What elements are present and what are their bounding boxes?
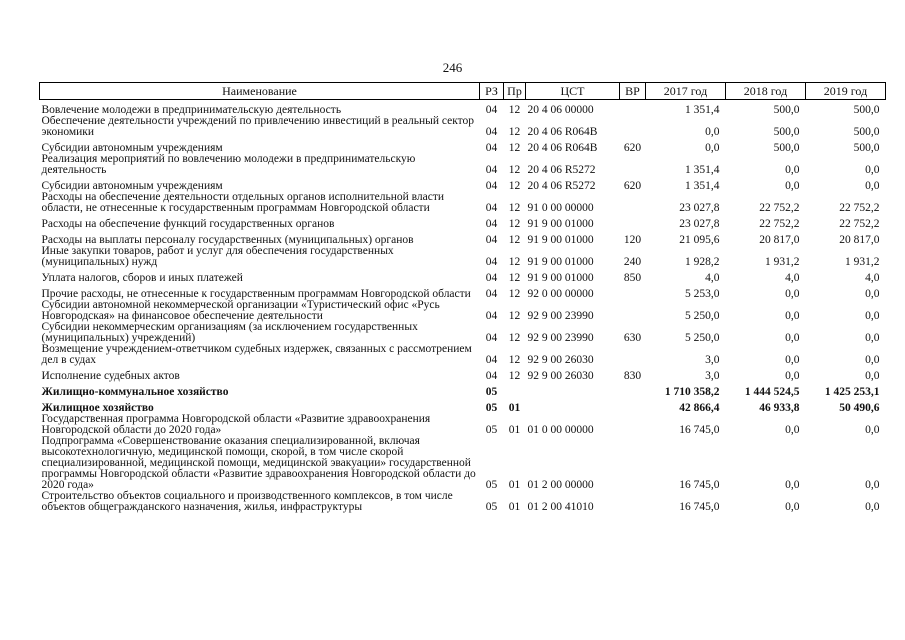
row-value-2018: 500,0 — [773, 103, 800, 116]
row-pr: 12 — [508, 331, 521, 344]
row-value-2018: 0,0 — [785, 309, 800, 322]
table-row — [40, 322, 886, 344]
row-rz: 04 — [485, 353, 498, 366]
budget-table — [39, 82, 886, 513]
row-cst — [526, 382, 620, 398]
row-vr — [620, 414, 646, 436]
row-value-2018: 0,0 — [785, 369, 800, 382]
row-vr — [620, 100, 646, 116]
row-cst — [526, 398, 620, 414]
row-cst: 01 2 00 41010 — [527, 500, 594, 513]
table-row — [40, 192, 886, 214]
row-value-2019: 22 752,2 — [839, 217, 880, 230]
row-name: Обеспечение деятельности учреждений по привлечению инвестиций в реальный сектор экономики — [41, 114, 475, 138]
row-pr: 12 — [508, 141, 521, 154]
row-name: Исполнение судебных актов — [41, 369, 180, 382]
row-value-2018: 22 752,2 — [759, 217, 800, 230]
row-value-2017: 4,0 — [705, 271, 720, 284]
row-value-2019: 4,0 — [865, 271, 880, 284]
row-value-2017: 3,0 — [705, 369, 720, 382]
row-name: Строительство объектов социального и производственного комплексов, в том числе объектов общегражданского назначения, жилья, инфраструктуры — [41, 489, 453, 513]
row-pr: 12 — [508, 125, 521, 138]
row-name: Субсидии автономным учреждениям — [41, 141, 223, 154]
row-rz: 05 — [485, 385, 498, 398]
row-rz: 05 — [485, 401, 498, 414]
table-row — [40, 344, 886, 366]
row-name: Прочие расходы, не отнесенные к государственным программам Новгородской области — [41, 287, 471, 300]
row-value-2017: 1 351,4 — [685, 103, 720, 116]
row-vr — [620, 382, 646, 398]
row-vr — [620, 436, 646, 491]
row-value-2019: 0,0 — [865, 423, 880, 436]
row-pr: 12 — [508, 103, 521, 116]
table-row — [40, 414, 886, 436]
row-pr: 12 — [508, 201, 521, 214]
row-cst: 92 9 00 23990 — [527, 309, 594, 322]
table-header-row — [40, 83, 886, 100]
row-value-2018: 46 933,8 — [759, 401, 800, 414]
row-pr: 12 — [508, 287, 521, 300]
table-row — [40, 116, 886, 138]
row-vr — [620, 300, 646, 322]
row-rz: 04 — [485, 369, 498, 382]
row-name: Субсидии некоммерческим организациям (за исключением государственных (муниципальных) учреждений) — [41, 320, 418, 344]
row-pr: 01 — [508, 478, 521, 491]
row-rz: 04 — [485, 141, 498, 154]
row-cst: 92 9 00 26030 — [527, 353, 594, 366]
row-value-2017: 5 253,0 — [685, 287, 720, 300]
row-value-2017: 0,0 — [705, 125, 720, 138]
row-cst: 20 4 06 R064B — [527, 141, 598, 154]
row-value-2017: 16 745,0 — [679, 478, 720, 491]
row-value-2019: 20 817,0 — [839, 233, 880, 246]
row-pr: 01 — [508, 401, 521, 414]
row-value-2018: 20 817,0 — [759, 233, 800, 246]
row-name: Субсидии автономной некоммерческой организации «Туристический офис «Русь Новгородская» на финансовое обеспечение деятельности — [41, 298, 440, 322]
row-value-2017: 5 250,0 — [685, 331, 720, 344]
row-rz: 04 — [485, 309, 498, 322]
row-vr — [620, 214, 646, 230]
row-value-2018: 500,0 — [773, 125, 800, 138]
row-value-2019: 500,0 — [853, 125, 880, 138]
row-value-2017: 1 351,4 — [685, 179, 720, 192]
row-pr: 12 — [508, 163, 521, 176]
row-name: Государственная программа Новгородской области «Развитие здравоохранения Новгородской области до 2020 года» — [41, 412, 431, 436]
row-rz: 04 — [485, 217, 498, 230]
row-name: Иные закупки товаров, работ и услуг для обеспечения государственных (муниципальных) нужд — [41, 244, 394, 268]
table-row — [40, 246, 886, 268]
row-value-2017: 5 250,0 — [685, 309, 720, 322]
row-rz: 04 — [485, 255, 498, 268]
row-cst: 20 4 06 R5272 — [527, 179, 596, 192]
row-pr — [504, 382, 526, 398]
table-row — [40, 436, 886, 491]
row-value-2018: 500,0 — [773, 141, 800, 154]
row-rz: 04 — [485, 179, 498, 192]
row-vr — [620, 284, 646, 300]
row-vr — [620, 116, 646, 138]
row-cst: 20 4 06 R064B — [527, 125, 598, 138]
row-name: Возмещение учреждением-ответчиком судебных издержек, связанных с рассмотрением дел в судах — [41, 342, 472, 366]
row-cst: 91 9 00 01000 — [527, 217, 594, 230]
row-value-2017: 1 351,4 — [685, 163, 720, 176]
row-value-2019: 1 425 253,1 — [824, 385, 880, 398]
row-name: Расходы на выплаты персоналу государственных (муниципальных) органов — [41, 233, 414, 246]
row-value-2019: 0,0 — [865, 478, 880, 491]
row-name: Подпрограмма «Совершенствование оказания специализированной, включая высокотехнологичную, медицинской помощи, скорой, в том числе скорой специализированной, медицинской помощи, медицинской эвакуации» государственной программы Новгородской области «Развитие здравоохранения Новгородской области до 2020 года» — [41, 434, 476, 491]
table-row — [40, 176, 886, 192]
row-pr: 12 — [508, 271, 521, 284]
header-cst: ЦСТ — [526, 83, 620, 100]
row-pr: 01 — [508, 500, 521, 513]
row-value-2019: 0,0 — [865, 163, 880, 176]
row-value-2018: 0,0 — [785, 331, 800, 344]
row-value-2017: 42 866,4 — [679, 401, 720, 414]
row-value-2018: 0,0 — [785, 500, 800, 513]
row-cst: 91 0 00 00000 — [527, 201, 594, 214]
row-name: Расходы на обеспечение деятельности отдельных органов исполнительной власти области, не отнесенные к государственным программам Новгородской области — [41, 190, 445, 214]
row-vr: 620 — [623, 179, 642, 192]
row-rz: 04 — [485, 103, 498, 116]
table-row — [40, 300, 886, 322]
row-rz: 04 — [485, 271, 498, 284]
row-value-2018: 0,0 — [785, 179, 800, 192]
row-rz: 05 — [485, 500, 498, 513]
table-row — [40, 268, 886, 284]
row-cst: 92 9 00 26030 — [527, 369, 594, 382]
row-value-2019: 0,0 — [865, 331, 880, 344]
row-value-2017: 1 710 358,2 — [664, 385, 720, 398]
row-cst: 20 4 06 00000 — [527, 103, 594, 116]
header-2018: 2018 год — [726, 83, 806, 100]
row-value-2019: 0,0 — [865, 179, 880, 192]
row-pr: 12 — [508, 233, 521, 246]
row-value-2019: 0,0 — [865, 353, 880, 366]
row-value-2017: 21 095,6 — [679, 233, 720, 246]
row-name: Жилищно-коммунальное хозяйство — [41, 385, 229, 398]
table-row — [40, 284, 886, 300]
row-value-2017: 0,0 — [705, 141, 720, 154]
table-row — [40, 138, 886, 154]
row-name: Уплата налогов, сборов и иных платежей — [41, 271, 243, 284]
table-row — [40, 100, 886, 116]
row-cst: 20 4 06 R5272 — [527, 163, 596, 176]
row-value-2018: 0,0 — [785, 353, 800, 366]
row-value-2018: 0,0 — [785, 163, 800, 176]
row-rz: 04 — [485, 233, 498, 246]
row-vr — [620, 192, 646, 214]
row-rz: 04 — [485, 125, 498, 138]
row-cst: 92 9 00 23990 — [527, 331, 594, 344]
row-value-2019: 0,0 — [865, 287, 880, 300]
row-rz: 04 — [485, 287, 498, 300]
row-name: Вовлечение молодежи в предпринимательскую деятельность — [41, 103, 342, 116]
row-value-2017: 1 928,2 — [685, 255, 720, 268]
row-vr — [620, 398, 646, 414]
header-2017: 2017 год — [646, 83, 726, 100]
row-pr: 12 — [508, 179, 521, 192]
row-value-2019: 22 752,2 — [839, 201, 880, 214]
row-pr: 01 — [508, 423, 521, 436]
row-rz: 05 — [485, 423, 498, 436]
row-vr — [620, 344, 646, 366]
row-value-2017: 3,0 — [705, 353, 720, 366]
row-pr: 12 — [508, 217, 521, 230]
row-value-2018: 4,0 — [785, 271, 800, 284]
row-value-2018: 1 444 524,5 — [744, 385, 800, 398]
row-name: Жилищное хозяйство — [41, 401, 154, 414]
row-vr: 830 — [623, 369, 642, 382]
row-vr: 240 — [623, 255, 642, 268]
header-rz: РЗ — [480, 83, 504, 100]
row-value-2019: 1 931,2 — [845, 255, 880, 268]
row-vr: 630 — [623, 331, 642, 344]
table-row — [40, 382, 886, 398]
row-value-2019: 0,0 — [865, 309, 880, 322]
header-2019: 2019 год — [806, 83, 886, 100]
row-rz: 04 — [485, 201, 498, 214]
row-value-2017: 23 027,8 — [679, 201, 720, 214]
header-name: Наименование — [40, 83, 480, 100]
table-row — [40, 491, 886, 513]
table-row — [40, 154, 886, 176]
row-rz: 04 — [485, 163, 498, 176]
row-value-2018: 0,0 — [785, 423, 800, 436]
header-pr: Пр — [504, 83, 526, 100]
row-pr: 12 — [508, 353, 521, 366]
row-cst: 01 2 00 00000 — [527, 478, 594, 491]
row-cst: 91 9 00 01000 — [527, 255, 594, 268]
row-rz: 05 — [485, 478, 498, 491]
row-value-2019: 50 490,6 — [839, 401, 880, 414]
table-row — [40, 366, 886, 382]
row-vr: 120 — [623, 233, 642, 246]
row-value-2017: 16 745,0 — [679, 500, 720, 513]
table-row — [40, 230, 886, 246]
row-value-2019: 0,0 — [865, 369, 880, 382]
row-pr: 12 — [508, 309, 521, 322]
row-pr: 12 — [508, 255, 521, 268]
row-cst: 91 9 00 01000 — [527, 233, 594, 246]
row-value-2019: 500,0 — [853, 141, 880, 154]
row-vr: 850 — [623, 271, 642, 284]
row-value-2018: 0,0 — [785, 478, 800, 491]
table-row — [40, 398, 886, 414]
row-pr: 12 — [508, 369, 521, 382]
row-name: Расходы на обеспечение функций государственных органов — [41, 217, 335, 230]
row-vr: 620 — [623, 141, 642, 154]
row-value-2018: 1 931,2 — [765, 255, 800, 268]
row-value-2018: 0,0 — [785, 287, 800, 300]
row-cst: 92 0 00 00000 — [527, 287, 594, 300]
row-value-2017: 16 745,0 — [679, 423, 720, 436]
row-rz: 04 — [485, 331, 498, 344]
page-number: 246 — [442, 60, 463, 75]
header-vr: ВР — [620, 83, 646, 100]
row-vr — [620, 154, 646, 176]
row-cst: 91 9 00 01000 — [527, 271, 594, 284]
row-value-2017: 23 027,8 — [679, 217, 720, 230]
row-vr — [620, 491, 646, 513]
row-cst: 01 0 00 00000 — [527, 423, 594, 436]
row-name: Субсидии автономным учреждениям — [41, 179, 223, 192]
row-value-2018: 22 752,2 — [759, 201, 800, 214]
row-value-2019: 0,0 — [865, 500, 880, 513]
row-name: Реализация мероприятий по вовлечению молодежи в предпринимательскую деятельность — [41, 152, 416, 176]
table-row — [40, 214, 886, 230]
row-value-2019: 500,0 — [853, 103, 880, 116]
